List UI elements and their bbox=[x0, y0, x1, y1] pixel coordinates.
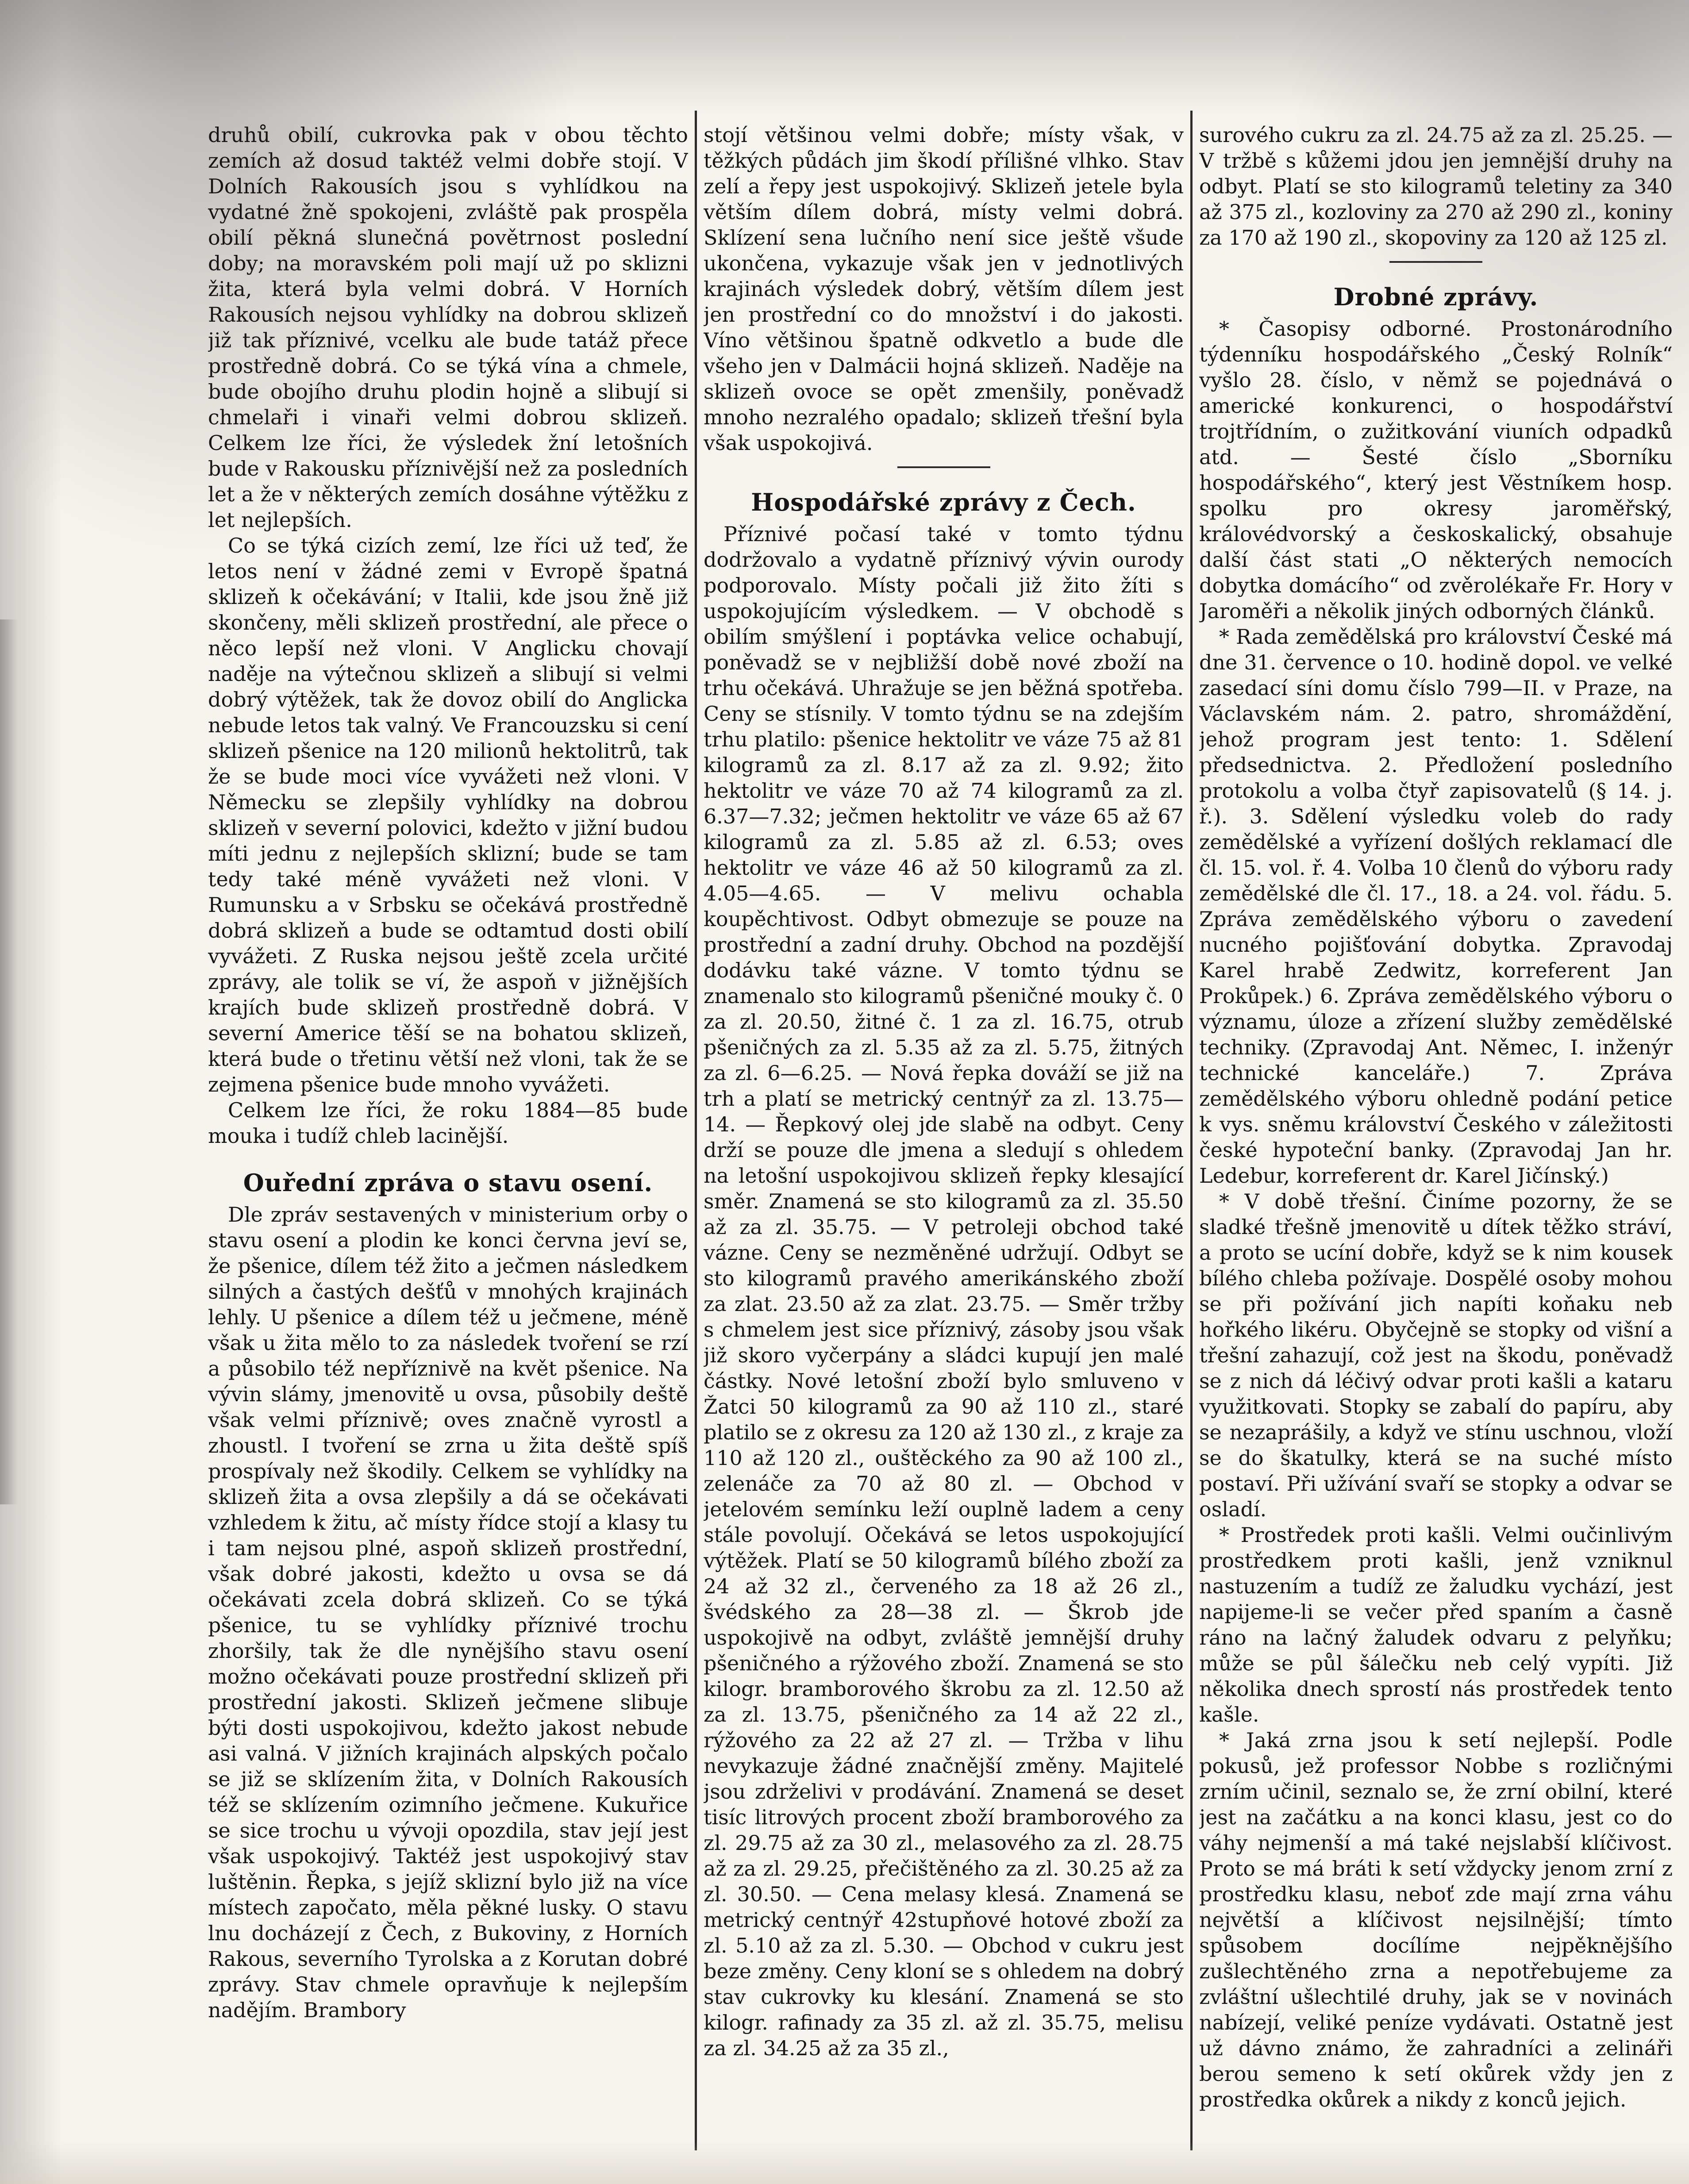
article-paragraph: druhů obilí, cukrovka pak v obou těchto zemích až dosud taktéž velmi dobře stojí. V Dolních Rakousích jsou s vyhlídkou na vydatné žně spokojeni, zvláště pak prospěla obilí pěkná slunečná povětrnost poslední doby; na moravském poli mají už po sklizni žita, která byla velmi dobrá. V Horních Rakousích nejsou vyhlídky na dobrou sklizeň již tak příznivé, vcelku ale bude tatáž přece prostředně dobrá. Co se týká vína a chmele, bude obojího druhu plodin hojně a slibují si chmelaři i vinaři velmi dobrou sklizeň. Celkem lze říci, že výsledek žní letošních bude v Rakousku příznivější než za posledních let a že v některých zemích dosáhne výtěžku z let nejlepších. bbox=[208, 123, 688, 532]
binding-shadow bbox=[0, 619, 18, 1504]
news-item: * Rada zemědělská pro království České má dne 31. července o 10. hodině dopol. ve velké zasedací síni domu číslo 799—II. v Praze, na Václavském nám. 2. patro, shromáždění, jehož program jest tento: 1. Sdělení předsednictva. 2. Předložení posledního protokolu a volba čtyř zapisovatelů (§ 14. j. ř.). 3. Sdělení výsledku voleb do rady zemědělské a vyřízení došlých reklamací dle čl. 15. vol. ř. 4. Volba 10 členů do výboru rady zemědělské dle čl. 17., 18. a 24. vol. řádu. 5. Zpráva zemědělského výboru o zavedení nucného pojišťování dobytka. Zpravodaj Karel hrabě Zedwitz, korreferent Jan Prokůpek.) 6. Zpráva zemědělského výboru o významu, úloze a zřízení služby zemědělské techniky. (Zpravodaj Ant. Němec, I. inženýr technické kanceláře.) 7. Zpráva zemědělského výboru ohledně podání petice k vys. sněmu království Českého v záležitosti české hypoteční banky. (Zpravodaj Jan hr. Ledebur, korreferent dr. Karel Jičínský.) bbox=[1199, 625, 1673, 1188]
article-paragraph: Příznivé počasí také v tomto týdnu dodržovalo a vydatně příznivý vývin ourody podporovalo. Místy počali již žito žíti s uspokojujícím výsledkem. — V obchodě s obilím smýšlení i poptávka velice ochabují, poněvadž se v nejbližší době nové zboží na trhu očekává. Uhražuje se jen běžná spotřeba. Ceny se stísnily. V tomto týdnu se na zdejším trhu platilo: pšenice hektolitr ve váze 75 až 81 kilogramů za zl. 8.17 až za zl. 9.92; žito hektolitr ve váze 70 až 74 kilogramů za zl. 6.37—7.32; ječmen hektolitr ve váze 65 až 67 kilogramů za zl. 5.85 až zl. 6.53; oves hektolitr ve váze 46 až 50 kilogramů za zl. 4.05—4.65. — V melivu ochabla koupěchtivost. Odbyt obmezuje se pouze na prostřední a zadní druhy. Obchod na pozdější dodávku také vázne. V tomto týdnu se znamenalo sto kilogramů pšeničné mouky č. 0 za zl. 20.50, žitné č. 1 za zl. 16.75, otrub pšeničných za zl. 5.35 až za zl. 5.75, žitných za zl. 6—6.25. — Nová řepka dováží se již na trh a platí se metrický centnýř za zl. 13.75—14. — Řepkový olej jde slabě na odbyt. Ceny drží se pouze dle jmena a sledují s ohledem na letošní uspokojivou sklizeň řepky klesající směr. Znamená se sto kilogramů za zl. 35.50 až za zl. 35.75. — V petroleji obchod také vázne. Ceny se nezměněné udržují. Odbyt se sto kilogramů pravého amerikánského zboží za zlat. 23.50 až za zlat. 23.75. — Směr tržby s chmelem jest sice příznivý, zásoby jsou však již skoro vyčerpány a sládci kupují jen malé částky. Nové letošní zboží bylo smluveno v Žatci 50 kilogramů za 90 až 110 zl., staré platilo se z okresu za 120 až 130 zl., z kraje za 110 až 120 zl., ouštěckého za 90 až 100 zl., zelenáče za 70 až 80 zl. — Obchod v jetelovém semínku leží ouplně ladem a ceny stále povolují. Očekává se letos uspokojující výtěžek. Platí se 50 kilogramů bílého zboží za 24 až 32 zl., červeného za 18 až 26 zl., švédského za 28—38 zl. — Škrob jde uspokojivě na odbyt, zvláště jemnější druhy pšeničného a rýžového zboží. Znamená se sto kilogr. bramborového škrobu za zl. 12.50 až za zl. 13.75, pšeničného za 14 až 22 zl., rýžového za 22 až 27 zl. — Tržba v lihu nevykazuje žádné značnější změny. Majitelé jsou zdrželivi v prodávání. Znamená se deset tisíc litrových procent zboží bramborového za zl. 29.75 až za 30 zl., melasového za zl. 28.75 až za zl. 29.25, přečištěného za zl. 30.25 až za zl. 30.50. — Cena melasy klesá. Znamená se metrický centnýř 42stupňové hotové zboží za zl. 5.10 až za zl. 5.30. — Obchod v cukru jest beze změny. Ceny kloní se s ohledem na dobrý stav cukrovky ku klesání. Znamená se sto kilogr. rafinady za 35 zl. až zl. 35.75, melisu za zl. 34.25 až za 35 zl., bbox=[704, 522, 1184, 2060]
page-bottom-shading bbox=[0, 2142, 1689, 2184]
article-paragraph: stojí většinou velmi dobře; místy však, v těžkých půdách jim škodí přílišné vlhko. Stav zelí a řepy jest uspokojivý. Sklizeň jetele byla větším dílem dobrá, místy velmi dobrá. Sklízení sena lučního není sice ještě všude ukončena, vykazuje však jen v jednotlivých krajinách výsledek dobrý, větším dílem jest jen prostřední co do množství i do jakosti. Víno většinou špatně odkvetlo a bude dle všeho jen v Dalmácii hojná sklizeň. Naděje na sklizeň ovoce se opět zmenšily, poněvadž mnoho nezralého opadalo; sklizeň třešní byla však uspokojivá. bbox=[704, 123, 1184, 455]
column-2 bbox=[704, 122, 1184, 2140]
news-item: * V době třešní. Činíme pozorny, že se sladké třešně jmenovitě u dítek těžko stráví, a proto se ucíní dobře, když se k nim kousek bílého chleba požívaje. Dospělé osoby mohou se při požívání jich napíti koňaku neb hořkého likéru. Obyčejně se stopky od višní a třešní zahazují, což jest na škodu, poněvadž se z nich dá léčivý odvar proti kašli a kataru využitkovati. Stopky se zabalí do papíru, aby se nezaprášily, a když ve stínu uschnou, vloží se do škatulky, která se na suché místo postaví. Při užívání svaří se stopky a odvar se osladí. bbox=[1199, 1189, 1673, 1521]
news-item: * Prostředek proti kašli. Velmi oučinlivým prostředkem proti kašli, jenž vzniknul nastuzením a tudíž ze žaludku vychází, jest napijeme-li se večer před spaním a časně ráno na lačný žaludek odvaru z pelyňku; může se půl šálečku neb celý vypíti. Již několika dnech sprostí nás prostředek tento kašle. bbox=[1199, 1523, 1673, 1726]
article-paragraph: surového cukru za zl. 24.75 až za zl. 25.25. — V tržbě s kůžemi jdou jen jemnější druhy na odbyt. Platí se sto kilogramů teletiny za 340 až 375 zl., kozloviny za 270 až 290 zl., koniny za 170 až 190 zl., skopoviny za 120 až 125 zl. bbox=[1199, 123, 1673, 250]
article-paragraph: Co se týká cizích zemí, lze říci už teď, že letos není v žádné zemi v Evropě špatná sklizeň k očekávání; v Italii, kde jsou žně již skončeny, měli sklizeň prostřední, ale přece o něco lepší než vloni. V Anglicku chovají naděje na výtečnou sklizeň a slibují si velmi dobrý výtěžek, tak že dovoz obilí do Anglicka nebude letos tak valný. Ve Francouzsku si cení sklizeň pšenice na 120 milionů hektolitrů, tak že se bude moci více vyvážeti než vloni. V Německu se zlepšily vyhlídky na dobrou sklizeň v severní polovici, kdežto v jižní budou míti jednu z nejlepších sklizní; bude se tam tedy také méně vyvážeti než vloni. V Rumunsku a v Srbsku se očekává prostředně dobrá sklizeň a bude se odtamtud dosti obilí vyvážeti. Z Ruska nejsou ještě zcela určité zprávy, ale tolik se ví, že aspoň v jižnějších krajích bude sklizeň prostředně dobrá. V severní Americe těší se na bohatou sklizeň, která bude o třetinu větší než vloni, tak že se zejmena pšenice bude mnoho vyvážeti. bbox=[208, 534, 688, 1096]
column-1 bbox=[208, 122, 688, 2140]
column-3 bbox=[1199, 122, 1673, 2140]
article-paragraph: Celkem lze říci, že roku 1884—85 bude mouka i tudíž chleb lacinější. bbox=[208, 1098, 688, 1148]
news-item: * Jaká zrna jsou k setí nejlepší. Podle pokusů, jež professor Nobbe s rozličnými zrním učinil, seznalo se, že zrní obilní, které jest na začátku a na konci klasu, jest co do váhy nejmenší a má také nejslabší klíčivost. Proto se má bráti k setí vždycky jenom zrní z prostředku klasu, neboť zde mají zrna váhu největší a klíčivost nejsilnější; tímto spůsobem docílíme nejpěknějšího zušlechtěného zrna a nepotřebujeme za zvláštní ušlechtilé druhy, jak se v novinách nabízejí, veliké peníze vydávati. Ostatně jest už dávno známo, že zahradníci a zelináři berou semeno k setí okůrek vždy jen z prostředka okůrek a nikdy z konců jejich. bbox=[1199, 1728, 1673, 2111]
section-heading: Hospodářské zprávy z Čech. bbox=[751, 488, 1136, 516]
column-rule bbox=[1190, 111, 1193, 2150]
article-paragraph: Dle zpráv sestavených v ministerium orby o stavu osení a plodin ke konci června jeví se, že pšenice, dílem též žito a ječmen následkem silných a častých dešťů v mnohých krajinách lehly. U pšenice a dílem též u ječmene, méně však u žita mělo to za následek tvoření se rzí a působilo též nepříznivě na květ pšenice. Na vývin slámy, jmenovitě u ovsa, působily deště však velmi příznivě; oves značně vyrostl a zhoustl. I tvoření se zrna u žita deště spíš prospívaly než škodily. Celkem se vyhlídky na sklizeň žita a ovsa zlepšily a dá se očekávati vzhledem k žitu, ač místy řídce stojí a klasy tu i tam nejsou plné, aspoň sklizeň prostřední, však dobré jakosti, kdežto u ovsa se dá očekávati zcela dobrá sklizeň. Co se týká pšenice, tu se vyhlídky příznivé trochu zhoršily, tak že dle nynějšího stavu osení možno očekávati pouze prostřední sklizeň při prostřední jakosti. Sklizeň ječmene slibuje býti dosti uspokojivou, kdežto jakost nebude asi valná. V jižních krajinách alpských počalo se již se sklízením žita, v Dolních Rakousích též se sklízením ozimního ječmene. Kukuřice se sice trochu u vývoji opozdila, stav její jest však uspokojivý. Taktéž jest uspokojivý stav luštěnin. Řepka, s jejíž sklizní bylo již na více místech započato, měla pěkné lusky. O stavu lnu docházejí z Čech, z Bukoviny, z Horních Rakous, severního Tyrolska a z Korutan dobré zprávy. Stav chmele opravňuje k nejlepším nadějím. Brambory bbox=[208, 1203, 688, 2022]
section-heading: Drobné zprávy. bbox=[1333, 283, 1539, 311]
section-separator bbox=[1389, 261, 1482, 263]
news-item: * Časopisy odborné. Prostonárodního týdenníku hospodářského „Český Rolník“ vyšlo 28. číslo, v němž se pojednává o americké konkurenci, o hospodářství trojtřídním, o zužitkování viuních odpadků atd. — Šesté číslo „Sborníku hospodářského“, který jest Věstníkem hosp. spolku pro okresy jaroměřský, královédvorský a českoskalický, obsahuje další část stati „O některých nemocích dobytka domácího“ od zvěrolékaře Fr. Hory v Jaroměři a několik jiných odborných článků. bbox=[1199, 317, 1673, 623]
section-heading: Ouřední zpráva o stavu osení. bbox=[243, 1169, 653, 1197]
column-rule bbox=[695, 111, 697, 2150]
section-separator bbox=[897, 466, 990, 468]
